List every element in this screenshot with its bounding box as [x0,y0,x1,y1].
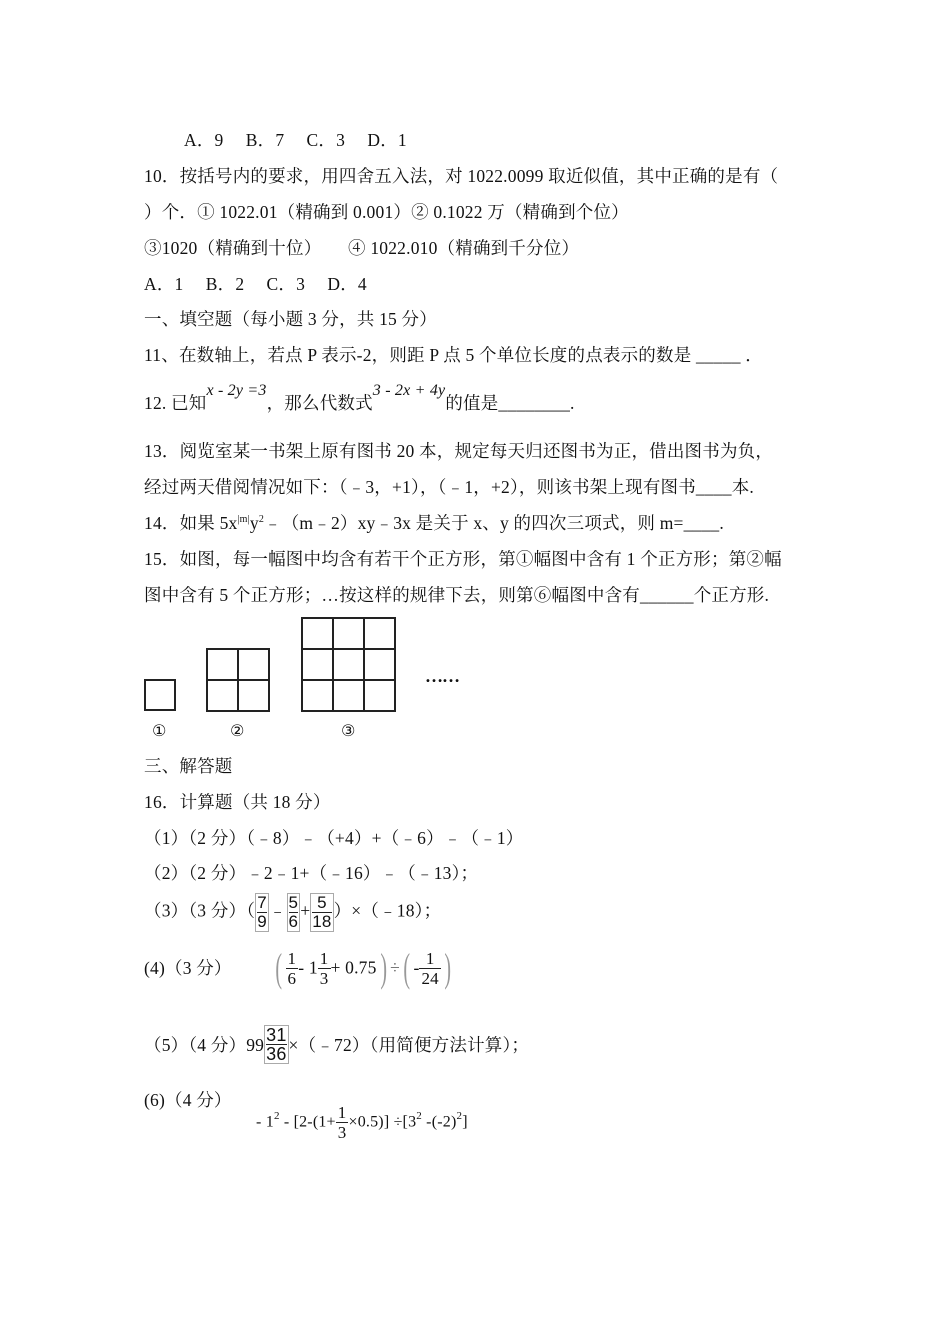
q10-options: A．1 B．2 C．3 D．4 [144,274,367,294]
numerator: 31 [266,1025,287,1045]
section3-title: 三、解答题 [144,756,233,776]
expr-part: - 1 [256,1113,274,1131]
numerator: 1 [419,949,440,969]
denominator: 24 [421,968,439,988]
grid-line [303,648,394,650]
numerator: 7 [257,893,267,912]
exponent: 2 [456,1110,463,1123]
q16-part3-tail: ）×（﹣18）； [333,900,442,921]
fraction-1-3 [336,1103,349,1142]
q16-part2: （2）（2 分）﹣2﹣1+（﹣16）﹣（﹣13）； [144,863,479,883]
q16-part5-tail: ×（﹣72）（用简便方法计算）； [288,1035,530,1055]
plus-term: + 0.75 [330,957,377,978]
figure-1-square [144,679,176,711]
q12-prefix: 12. 已知 [144,393,207,413]
fraction-5-6 [287,893,301,932]
fraction-1-6 [286,949,299,988]
denominator: 3 [319,968,329,988]
q12-suffix: 的值是________. [445,393,575,413]
expr-part: ×0.5)] ÷[3 [348,1113,417,1131]
q14-part-b: y [249,513,259,533]
figure-2-grid [206,648,270,712]
exponent: 2 [416,1110,422,1123]
q9-options: A．9 B．7 C．3 D．1 [184,130,407,150]
numerator: 1 [319,948,329,968]
q16-part4-label: (4)（3 分） [144,958,232,978]
minus-sign: - [413,957,420,978]
numerator: 5 [288,893,299,912]
q14-part-a: 14．如果 5x [144,513,238,533]
q12-mid: ，那么代数式 [266,393,373,413]
grid-line [332,619,334,710]
q16-part1: （1）（2 分）（﹣8）﹣（+4）+（﹣6）﹣（﹣1） [144,828,524,848]
left-paren: ( [275,945,283,990]
fraction-7-9 [255,893,269,932]
figure-caption-3: ③ [341,721,356,740]
figure-ellipsis: …… [425,666,459,686]
q14 [144,510,724,535]
q16-part5 [144,1025,529,1064]
q10-line3: ③1020（精确到十位） ④ 1022.010（精确到千分位） [144,238,580,258]
fraction-1-3 [318,949,331,988]
q12 [144,378,575,413]
left-paren: ( [403,945,411,990]
q13-line2: 经过两天借阅情况如下：（﹣3，+1），（﹣1，+2），则该书架上现有图书____本. [144,477,755,497]
q16-title: 16．计算题（共 18 分） [144,792,331,812]
numerator: 1 [287,948,297,968]
grid-line [363,619,365,710]
figure-3-grid [301,617,396,712]
expr-part: -(-2) [421,1113,457,1131]
grid-line [237,650,239,710]
fraction-5-18 [310,893,333,932]
denominator: 3 [337,1123,347,1142]
q10-line1: 10．按括号内的要求，用四舍五入法，对 1022.0099 取近似值，其中正确的是有（ [144,166,779,186]
q16-part5-label: （5）（4 分）99 [144,1035,265,1055]
right-paren: ) [444,945,452,990]
denominator: 36 [266,1044,287,1064]
denominator: 6 [287,968,297,988]
q16-part6-label: (6)（4 分） [144,1090,232,1110]
section2-title: 一、填空题（每小题 3 分，共 15 分） [144,309,437,329]
grid-line [303,679,394,681]
exponent: 2 [273,1110,280,1123]
plus-sign: + [300,900,311,921]
denominator: 6 [288,912,299,931]
numerator: 1 [337,1103,347,1122]
denominator: 18 [312,912,332,931]
q14-exponent-2: 2 [258,514,265,526]
minus-sign: ﹣ [268,900,287,921]
division-sign: ÷ [390,957,400,978]
q16-part6-expression [256,1103,468,1142]
q15-line2: 图中含有 5 个正方形；…按这样的规律下去，则第⑥幅图中含有______个正方形. [144,585,770,605]
q13-line1: 13．阅览室某一书架上原有图书 20 本，规定每天归还图书为正，借出图书为负， [144,441,774,461]
q16-part3-label: （3）（3 分）（ [144,900,256,921]
figure-caption-1: ① [152,721,167,740]
denominator: 9 [257,912,267,931]
q16-part3 [144,893,441,932]
figure-caption-2: ② [230,721,245,740]
numerator: 5 [312,894,331,913]
expr-part: ] [462,1113,468,1131]
mixed-number-whole: - 1 [298,957,318,978]
q14-exponent-abs-m: |m| [237,514,250,526]
q15-line1: 15．如图，每一幅图中均含有若干个正方形，第①幅图中含有 1 个正方形；第②幅 [144,549,782,569]
fraction-31-36 [264,1025,288,1064]
q16-part4-expression [272,945,454,990]
q12-condition: x - 2y =3 [206,382,267,399]
q14-part-c: ﹣（m﹣2）xy﹣3x 是关于 x、y 的四次三项式，则 m=____. [264,513,724,533]
expr-part: - [2-(1+ [279,1113,336,1131]
right-paren: ) [379,945,387,990]
q11: 11、在数轴上，若点 P 表示-2，则距 P 点 5 个单位长度的点表示的数是 _____ ． [144,345,763,365]
fraction-1-24 [419,949,440,988]
q10-line2: ）个．① 1022.01（精确到 0.001）② 0.1022 万（精确到个位） [144,202,629,222]
q12-expression: 3 - 2x + 4y [372,382,446,399]
